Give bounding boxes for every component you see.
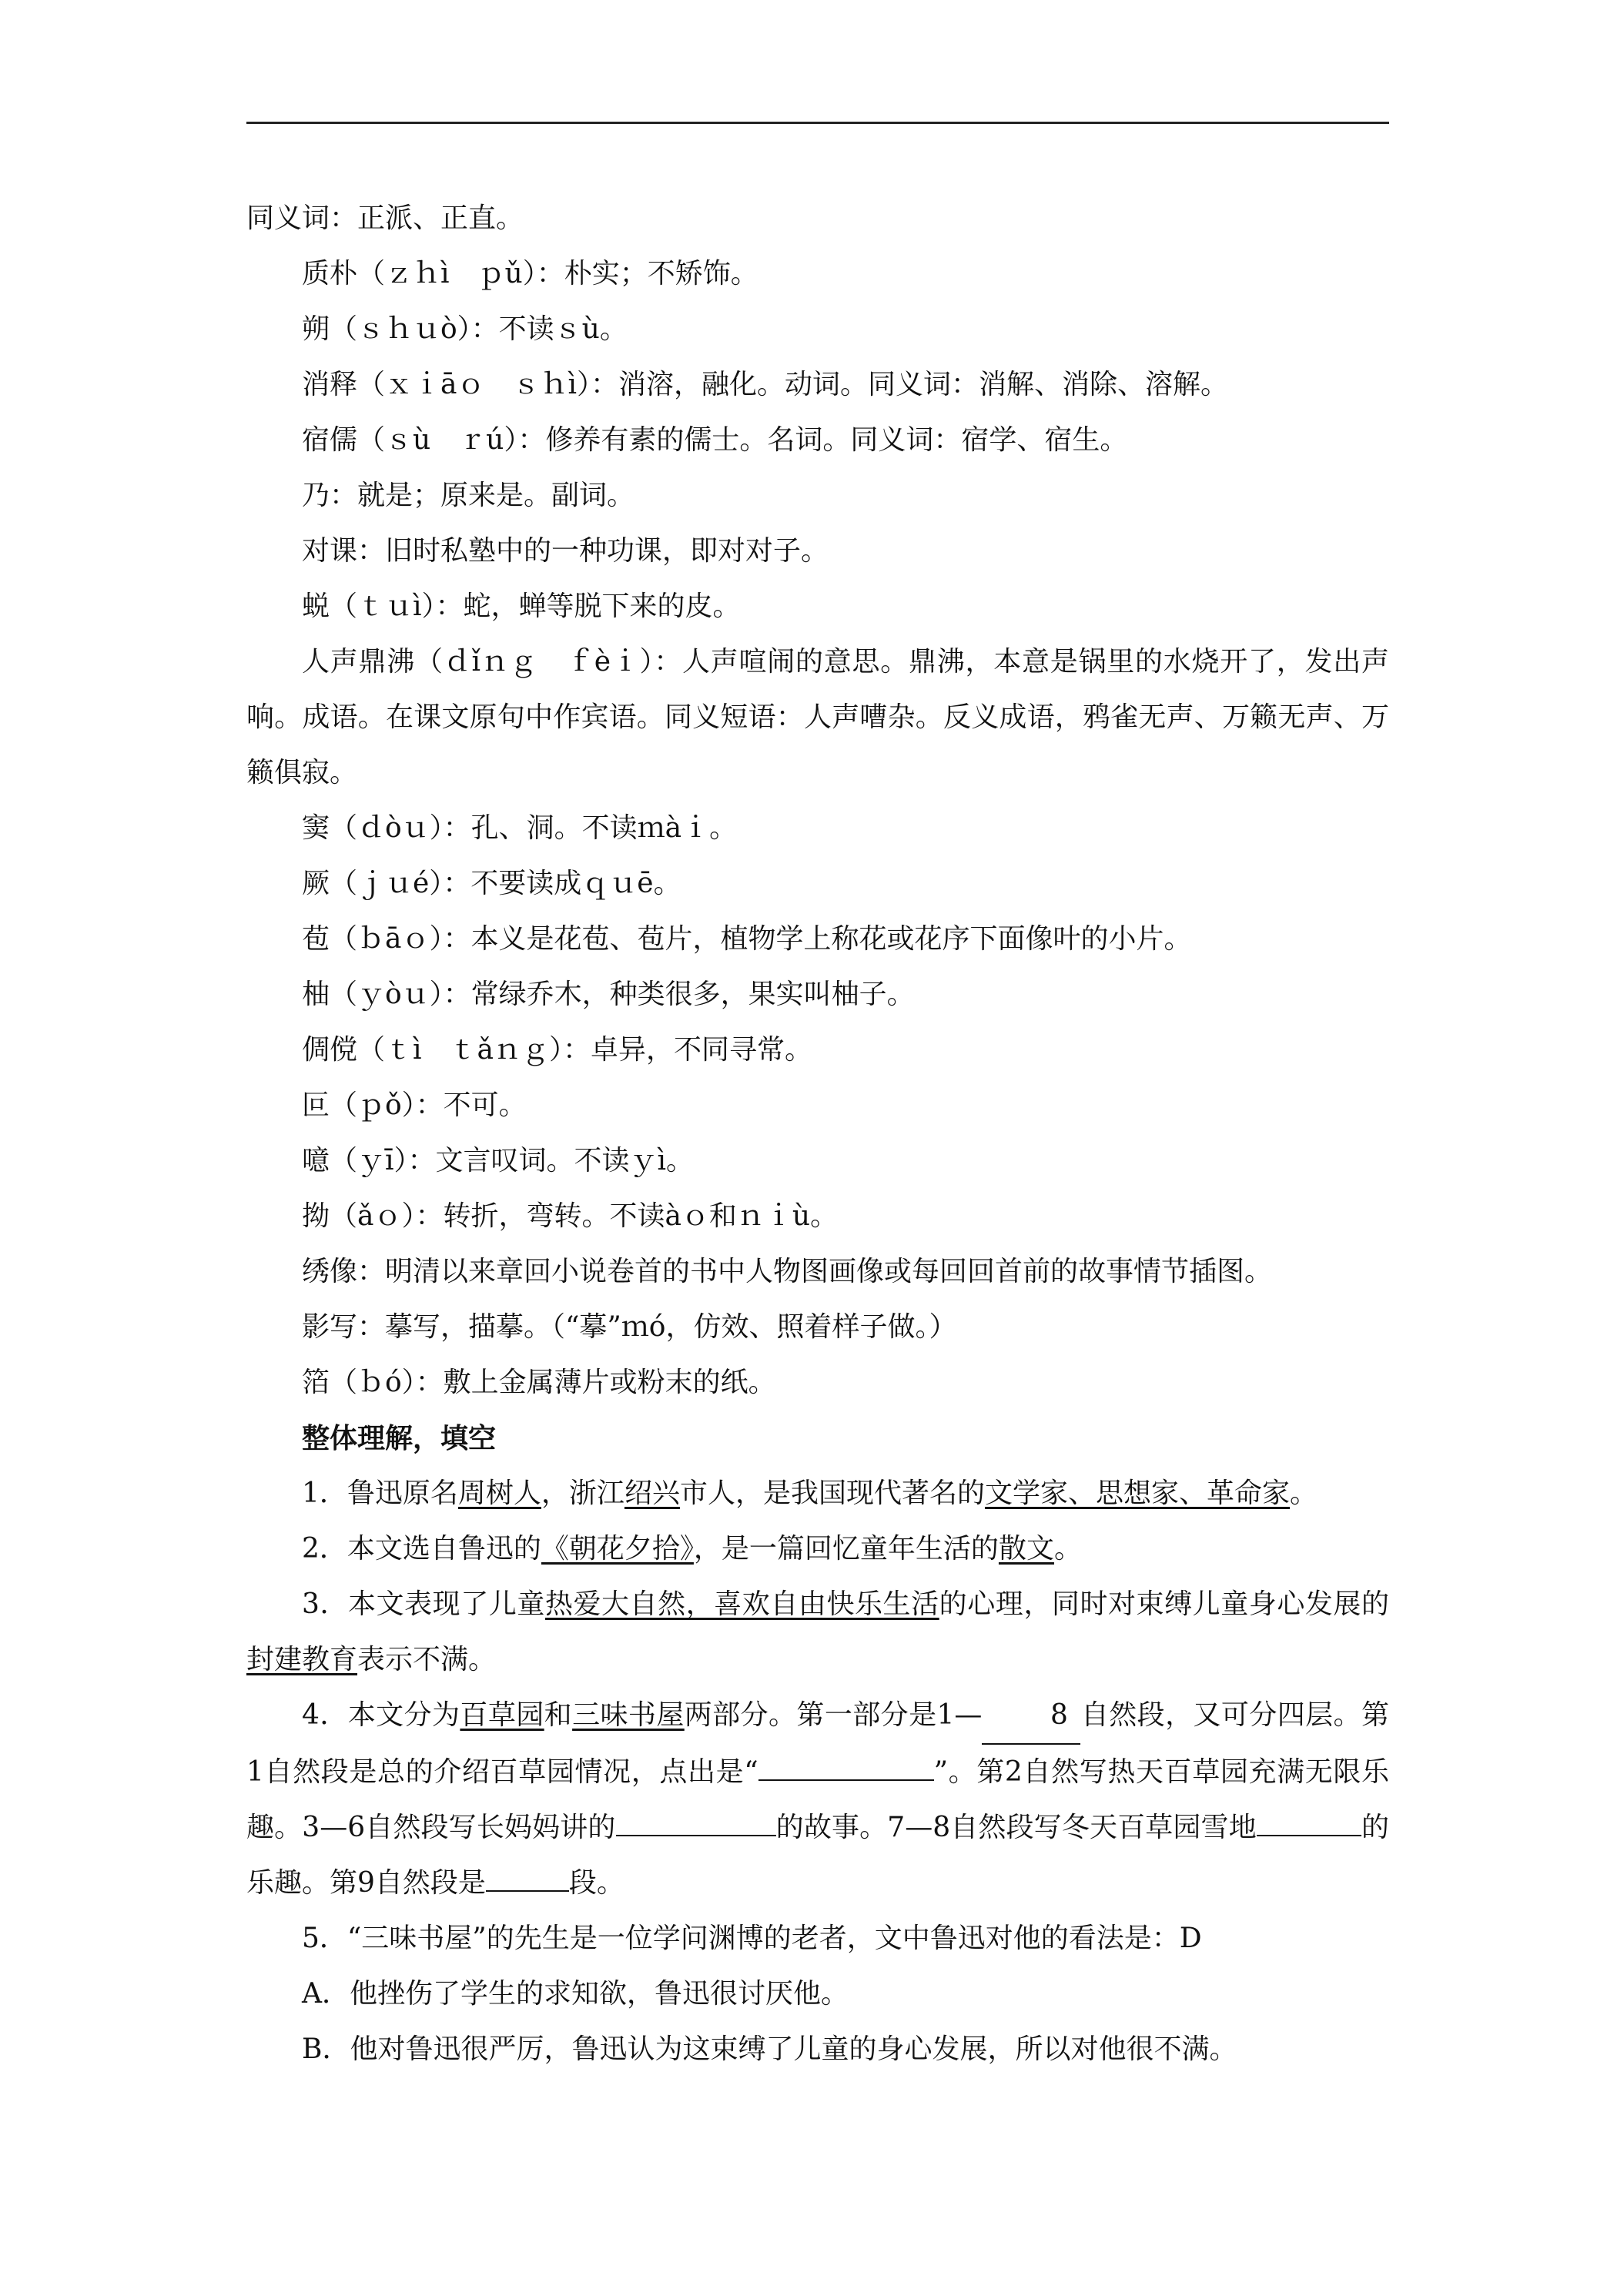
question-text: 表示不满。 xyxy=(357,1644,497,1675)
answer-blank[interactable]: 8 xyxy=(982,1688,1080,1745)
section-title: 整体理解，填空 xyxy=(302,1422,497,1454)
document-body xyxy=(246,191,1389,2077)
answer-underline: 百草园 xyxy=(460,1699,544,1731)
vocab-line: 消释（ｘｉāｏ ｓｈì）：消溶，融化。动词。同义词：消解、消除、溶解。 xyxy=(302,369,1228,400)
answer-underline: 《朝花夕拾》 xyxy=(541,1533,694,1565)
answer-underline: 封建教育 xyxy=(246,1644,358,1675)
vocab-line: 柚（ｙòｕ）：常绿乔木，种类很多，果实叫柚子。 xyxy=(302,979,915,1010)
question-2 xyxy=(246,1521,1389,1577)
answer-underline: 文学家、思想家、革命家 xyxy=(984,1478,1290,1509)
question-text: ”。第2自然写热天百草园充满无限乐趣。3—6自然段写长妈妈讲的 xyxy=(246,1756,1389,1843)
answer-blank[interactable] xyxy=(758,1779,934,1781)
vocab-line: 箔（ｂó）：敷上金属薄片或粉末的纸。 xyxy=(302,1367,776,1398)
vocab-line: 绣像：明清以来章回小说卷首的书中人物图画像或每回回首前的故事情节插图。 xyxy=(302,1256,1273,1287)
answer-underline: 周树人 xyxy=(457,1478,541,1509)
question-text: 2．本文选自鲁迅的 xyxy=(302,1533,541,1565)
question-5: 5．“三味书屋”的先生是一位学问渊博的老者，文中鲁迅对他的看法是：D xyxy=(302,1923,1202,1954)
vocab-line: 蜕（ｔｕì）：蛇，蝉等脱下来的皮。 xyxy=(302,591,741,622)
question-text: 和 xyxy=(544,1699,573,1731)
answer-blank[interactable] xyxy=(616,1835,776,1836)
vocab-line: 倜傥（ｔì ｔǎｎｇ）：卓异，不同寻常。 xyxy=(302,1034,812,1066)
question-text: 4．本文分为 xyxy=(302,1699,460,1731)
option-b: B．他对鲁迅很严厉，鲁迅认为这束缚了儿童的身心发展，所以对他很不满。 xyxy=(302,2033,1237,2065)
vocab-line: 影写：摹写，描摹。（“摹”ｍó，仿效、照着样子做。） xyxy=(302,1311,957,1343)
question-1 xyxy=(246,1466,1389,1521)
question-4 xyxy=(246,1688,1389,1911)
question-text: 的心理，同时对束缚儿童身心发展的 xyxy=(939,1588,1389,1620)
vocab-line: 厥（ｊｕé）：不要读成ｑｕē。 xyxy=(302,868,681,899)
vocab-line: 窦（ｄòｕ）：孔、洞。不读ｍàｉ。 xyxy=(302,812,738,844)
answer-underline: 绍兴 xyxy=(624,1478,680,1509)
question-text: ，浙江 xyxy=(541,1478,624,1509)
vocab-line: 叵（ｐǒ）：不可。 xyxy=(302,1089,527,1121)
question-text: 1．鲁迅原名 xyxy=(302,1478,458,1509)
vocab-line: 对课：旧时私塾中的一种功课，即对对子。 xyxy=(302,535,829,567)
answer-blank[interactable] xyxy=(486,1890,569,1892)
question-text: 。 xyxy=(1289,1478,1318,1509)
question-text: 自然段，又可分四层。第1自然段是总的介绍百草园情况，点出是“ xyxy=(246,1699,1389,1788)
answer-underline: 散文 xyxy=(998,1533,1054,1565)
vocab-line: 宿儒（ｓù ｒú）：修养有素的儒士。名词。同义词：宿学、宿生。 xyxy=(302,424,1128,456)
question-text: 两部分。第一部分是1— xyxy=(684,1699,983,1731)
vocab-line: 同义词：正派、正直。 xyxy=(246,202,524,234)
answer-underline: 三味书屋 xyxy=(572,1699,685,1731)
question-3 xyxy=(246,1577,1389,1688)
vocab-line: 朔（ｓｈｕò）：不读ｓù。 xyxy=(302,313,628,345)
question-text: 的故事。7—8自然段写冬天百草园雪地 xyxy=(775,1812,1257,1843)
question-text: 的乐趣。第9自然段是 xyxy=(246,1812,1389,1899)
vocab-line: 苞（ｂāｏ）：本义是花苞、苞片，植物学上称花或花序下面像叶的小片。 xyxy=(302,923,1192,955)
question-text: ，是一篇回忆童年生活的 xyxy=(693,1533,999,1565)
question-text: 3．本文表现了儿童 xyxy=(302,1588,545,1620)
question-text: 。 xyxy=(1053,1533,1082,1565)
vocab-line: 乃：就是；原来是。副词。 xyxy=(302,480,635,511)
vocab-paragraph: 人声鼎沸（ｄǐｎｇ ｆèｉ）：人声喧闹的意思。鼎沸，本意是锅里的水烧开了，发出声响。成语。在课文原句中作宾语。同义短语：人声嘈杂。反义成语，鸦雀无声、万籁无声、万籁俱寂。 xyxy=(246,646,1389,788)
vocab-line: 拗（ǎｏ）：转折，弯转。不读àｏ和ｎｉù。 xyxy=(302,1200,839,1232)
header-rule xyxy=(246,122,1389,124)
vocab-line: 质朴（ｚｈì ｐǔ）：朴实；不矫饰。 xyxy=(302,258,758,290)
question-text: 段。 xyxy=(568,1867,624,1899)
answer-underline: 热爱大自然，喜欢自由快乐生活 xyxy=(544,1588,939,1620)
vocab-line: 噫（ｙī）：文言叹词。不读ｙì。 xyxy=(302,1145,695,1176)
answer-blank[interactable] xyxy=(1257,1835,1361,1836)
option-a: A．他挫伤了学生的求知欲，鲁迅很讨厌他。 xyxy=(302,1978,849,2010)
question-text: 市人，是我国现代著名的 xyxy=(679,1478,985,1509)
